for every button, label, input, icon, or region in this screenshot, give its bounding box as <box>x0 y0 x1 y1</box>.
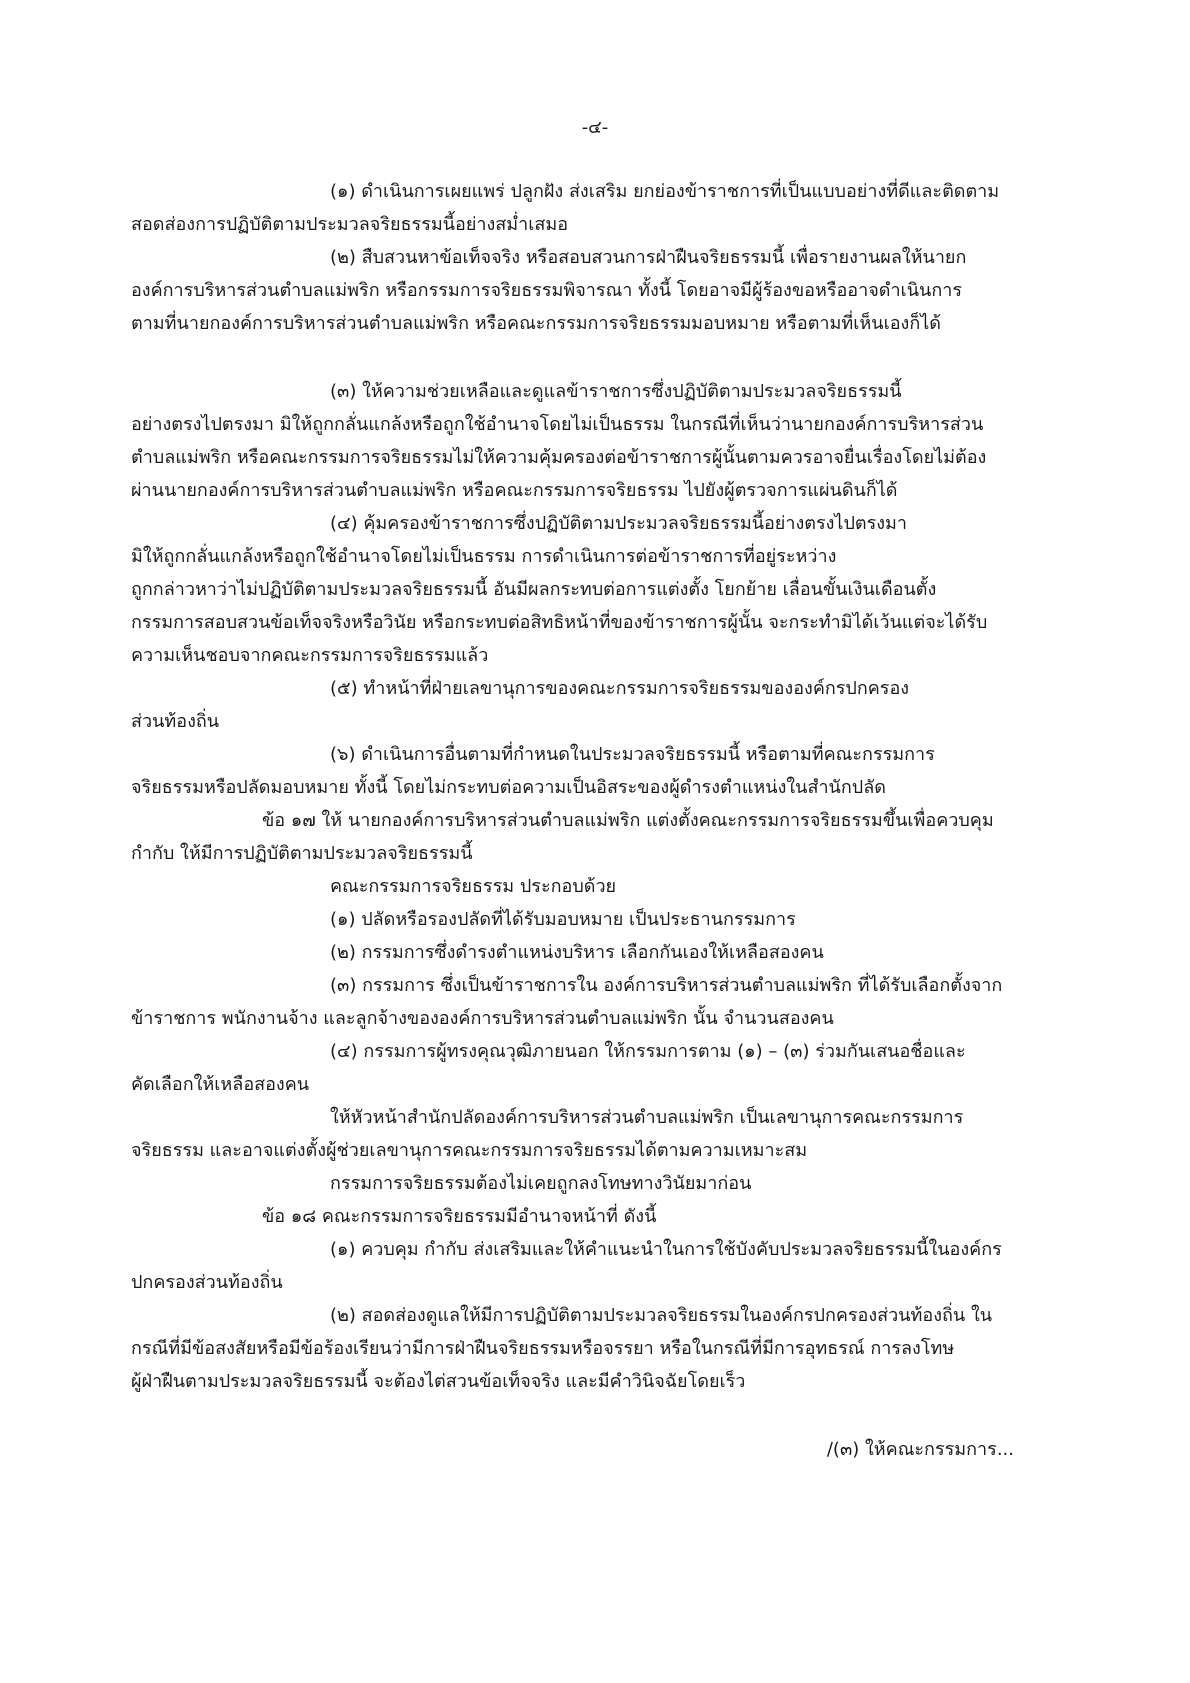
text-line: กำกับ ให้มีการปฏิบัติตามประมวลจริยธรรมนี้ <box>131 843 473 864</box>
text-line: คัดเลือกให้เหลือสองคน <box>131 1074 310 1095</box>
text-line: อย่างตรงไปตรงมา มิให้ถูกกลั่นแกล้งหรือถูกใช้อำนาจโดยไม่เป็นธรรม ในกรณีที่เห็นว่านายกองค์การบริหารส่วน <box>131 414 984 435</box>
text-line: กรณีที่มีข้อสงสัยหรือมีข้อร้องเรียนว่ามีการฝ่าฝืนจริยธรรมหรือจรรยา หรือในกรณีที่มีการอุทธรณ์ การลงโทษ <box>131 1338 955 1359</box>
text-line: ให้หัวหน้าสำนักปลัดองค์การบริหารส่วนตำบลแม่พริก เป็นเลขานุการคณะกรรมการ <box>330 1107 964 1128</box>
text-line: (๓) ให้ความช่วยเหลือและดูแลข้าราชการซึ่งปฏิบัติตามประมวลจริยธรรมนี้ <box>330 381 902 402</box>
text-line: กรรมการจริยธรรมต้องไม่เคยถูกลงโทษทางวินัยมาก่อน <box>330 1173 752 1194</box>
text-line: จริยธรรมหรือปลัดมอบหมาย ทั้งนี้ โดยไม่กระทบต่อความเป็นอิสระของผู้ดำรงตำแหน่งในสำนักปลัด <box>131 777 886 798</box>
text-line: มิให้ถูกกลั่นแกล้งหรือถูกใช้อำนาจโดยไม่เป็นธรรม การดำเนินการต่อข้าราชการที่อยู่ระหว่าง <box>131 546 837 567</box>
text-line: ความเห็นชอบจากคณะกรรมการจริยธรรมแล้ว <box>131 645 489 666</box>
text-line: ปกครองส่วนท้องถิ่น <box>131 1272 283 1293</box>
text-line: (๒) กรรมการซึ่งดำรงตำแหน่งบริหาร เลือกกันเองให้เหลือสองคน <box>330 942 824 963</box>
text-line: (๓) กรรมการ ซึ่งเป็นข้าราชการใน องค์การบริหารส่วนตำบลแม่พริก ที่ได้รับเลือกตั้งจาก <box>330 975 1003 996</box>
footer-continuation: /(๓) ให้คณะกรรมการ... <box>826 1439 1014 1460</box>
text-line: (๒) สอดส่องดูแลให้มีการปฏิบัติตามประมวลจริยธรรมในองค์กรปกครองส่วนท้องถิ่น ใน <box>330 1305 993 1326</box>
text-line: ผู้ฝ่าฝืนตามประมวลจริยธรรมนี้ จะต้องไต่สวนข้อเท็จจริง และมีคำวินิจฉัยโดยเร็ว <box>131 1371 746 1392</box>
text-line: ข้อ ๑๘ คณะกรรมการจริยธรรมมีอำนาจหน้าที่ ดังนี้ <box>262 1206 657 1227</box>
text-line: ตามที่นายกองค์การบริหารส่วนตำบลแม่พริก หรือคณะกรรมการจริยธรรมมอบหมาย หรือตามที่เห็นเองก็ได้ <box>131 313 941 334</box>
text-line: (๑) ดำเนินการเผยแพร่ ปลูกฝัง ส่งเสริม ยกย่องข้าราชการที่เป็นแบบอย่างที่ดีและติดตาม <box>330 181 1000 202</box>
text-line: (๔) กรรมการผู้ทรงคุณวุฒิภายนอก ให้กรรมการตาม (๑) – (๓) ร่วมกันเสนอชื่อและ <box>330 1041 966 1062</box>
text-line: (๑) ปลัดหรือรองปลัดที่ได้รับมอบหมาย เป็นประธานกรรมการ <box>330 909 796 930</box>
page-number: -๔- <box>581 117 609 138</box>
text-line: (๖) ดำเนินการอื่นตามที่กำหนดในประมวลจริยธรรมนี้ หรือตามที่คณะกรรมการ <box>330 744 935 765</box>
text-line: จริยธรรม และอาจแต่งตั้งผู้ช่วยเลขานุการคณะกรรมการจริยธรรมได้ตามความเหมาะสม <box>131 1140 808 1161</box>
text-line: ข้อ ๑๗ ให้ นายกองค์การบริหารส่วนตำบลแม่พริก แต่งตั้งคณะกรรมการจริยธรรมขึ้นเพื่อควบคุม <box>262 810 994 831</box>
text-line: ส่วนท้องถิ่น <box>131 711 220 732</box>
text-line: (๔) คุ้มครองข้าราชการซึ่งปฏิบัติตามประมวลจริยธรรมนี้อย่างตรงไปตรงมา <box>330 513 907 534</box>
text-line: (๑) ควบคุม กำกับ ส่งเสริมและให้คำแนะนำในการใช้บังคับประมวลจริยธรรมนี้ในองค์กร <box>330 1239 1002 1260</box>
text-line: คณะกรรมการจริยธรรม ประกอบด้วย <box>330 876 617 897</box>
text-line: ถูกกล่าวหาว่าไม่ปฏิบัติตามประมวลจริยธรรมนี้ อันมีผลกระทบต่อการแต่งตั้ง โยกย้าย เลื่อนขั้นเงินเดือนตั้ง <box>131 579 937 600</box>
text-line: กรรมการสอบสวนข้อเท็จจริงหรือวินัย หรือกระทบต่อสิทธิหน้าที่ของข้าราชการผู้นั้น จะกระทำมิได้เว้นแต่จะได้รับ <box>131 612 988 633</box>
text-line: ข้าราชการ พนักงานจ้าง และลูกจ้างขององค์การบริหารส่วนตำบลแม่พริก นั้น จำนวนสองคน <box>131 1008 834 1029</box>
text-line: (๒) สืบสวนหาข้อเท็จจริง หรือสอบสวนการฝ่าฝืนจริยธรรมนี้ เพื่อรายงานผลให้นายก <box>330 247 967 268</box>
text-line: สอดส่องการปฏิบัติตามประมวลจริยธรรมนี้อย่างสม่ำเสมอ <box>131 214 569 235</box>
text-line: ผ่านนายกองค์การบริหารส่วนตำบลแม่พริก หรือคณะกรรมการจริยธรรม ไปยังผู้ตรวจการแผ่นดินก็ได้ <box>131 480 898 501</box>
text-line: องค์การบริหารส่วนตำบลแม่พริก หรือกรรมการจริยธรรมพิจารณา ทั้งนี้ โดยอาจมีผู้ร้องขอหรืออาจดำเนินการ <box>131 280 962 301</box>
text-line: (๕) ทำหน้าที่ฝ่ายเลขานุการของคณะกรรมการจริยธรรมขององค์กรปกครอง <box>330 678 910 699</box>
text-line: ตำบลแม่พริก หรือคณะกรรมการจริยธรรมไม่ให้ความคุ้มครองต่อข้าราชการผู้นั้นตามควรอาจยื่นเรื่องโดยไม่ต้อง <box>131 447 987 468</box>
